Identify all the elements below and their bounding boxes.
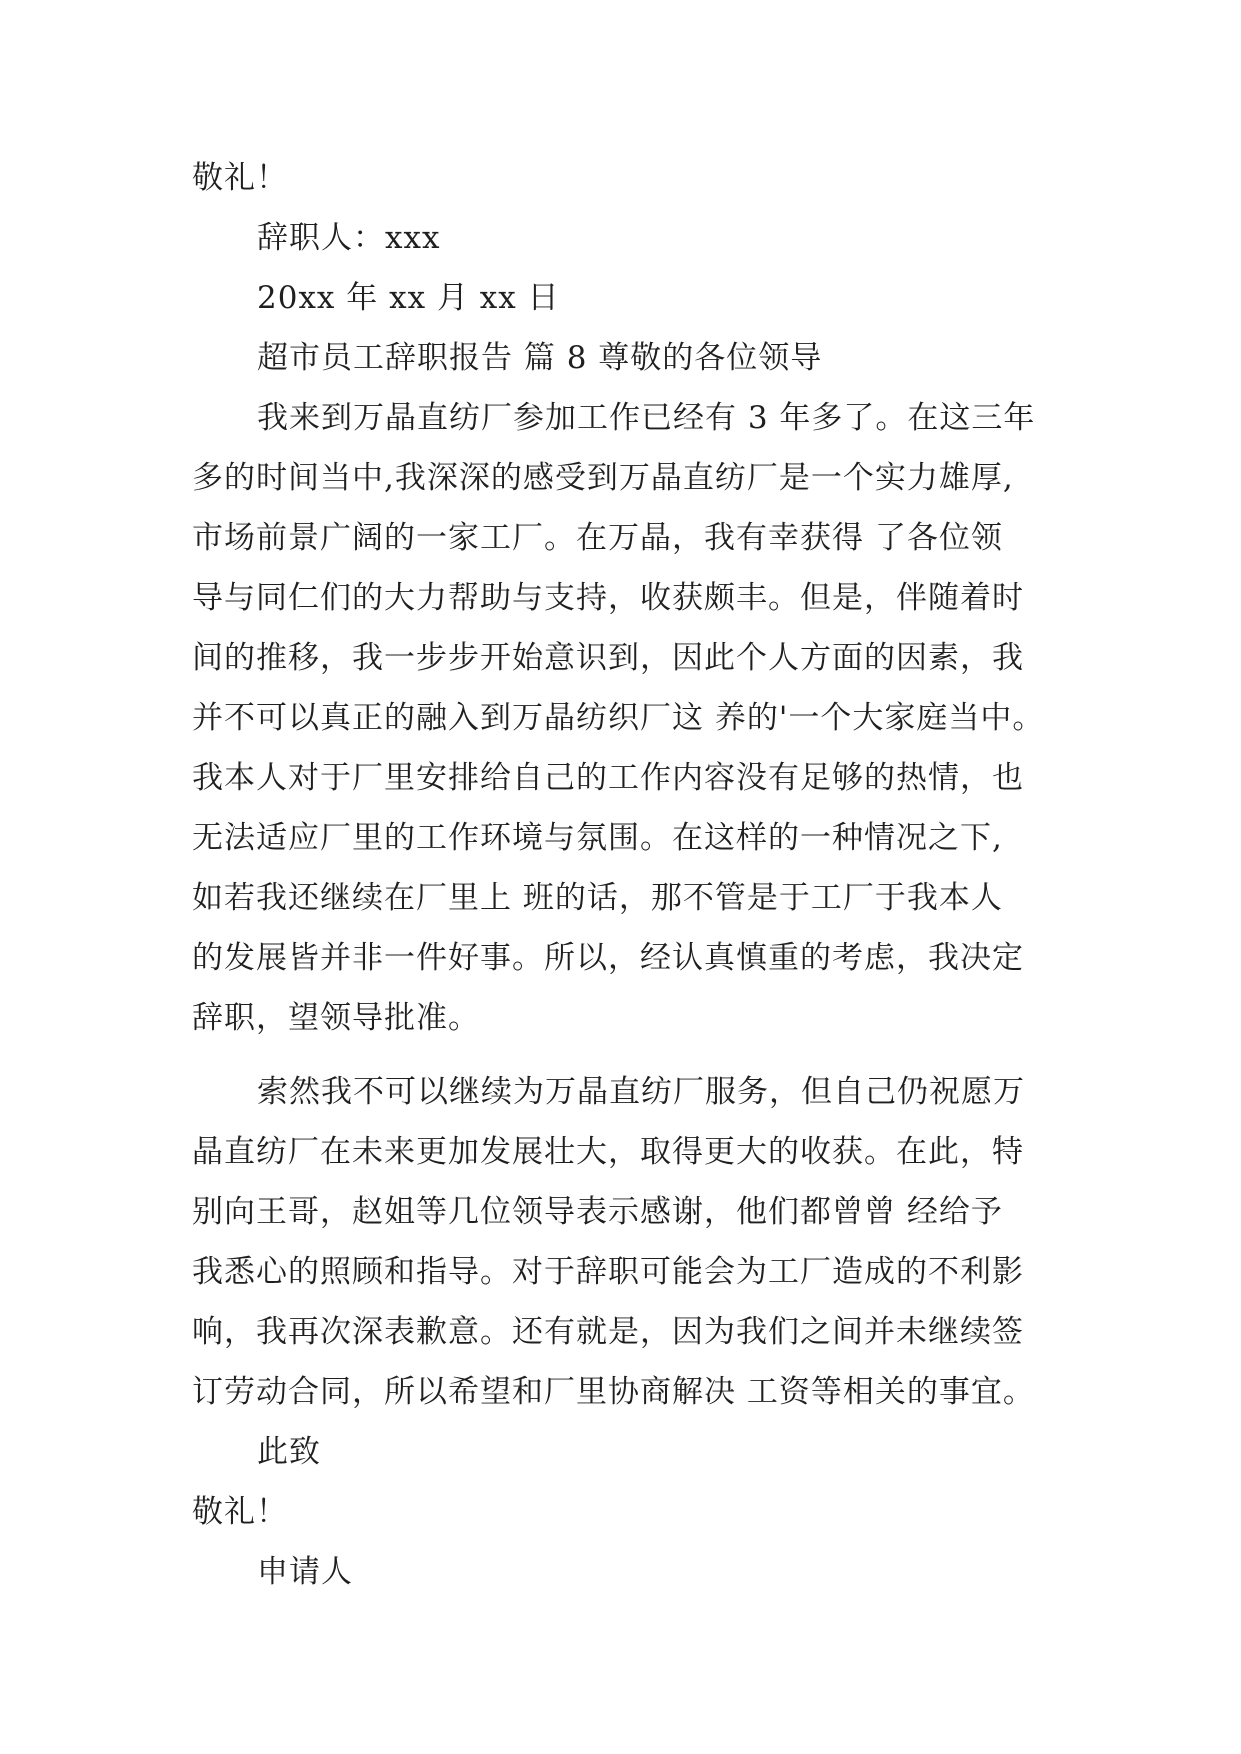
paragraph-line: 间的推移，我一步步开始意识到，因此个人方面的因素，我 bbox=[192, 640, 1024, 676]
paragraph-line: 辞职，望领导批准。 bbox=[192, 1000, 480, 1036]
paragraph-line: 市场前景广阔的一家工厂。在万晶，我有幸获得 了各位领 bbox=[192, 520, 1003, 556]
paragraph-line: 多的时间当中,我深深的感受到万晶直纺厂是一个实力雄厚, bbox=[192, 460, 1014, 496]
paragraph-line: 我悉心的照顾和指导。对于辞职可能会为工厂造成的不利影 bbox=[192, 1254, 1024, 1290]
paragraph-line: 我来到万晶直纺厂参加工作已经有 3 年多了。在这三年 bbox=[257, 400, 1036, 436]
body-paragraph-2 bbox=[192, 1062, 1072, 1422]
applicant-label: 申请人 bbox=[257, 1554, 353, 1590]
resigner-name: 辞职人：xxx bbox=[257, 220, 441, 256]
closing-regards-top: 敬礼！ bbox=[192, 160, 288, 196]
letter-date: 20xx 年 xx 月 xx 日 bbox=[257, 280, 560, 316]
document-body bbox=[192, 148, 1072, 1602]
salutation: 此致 bbox=[257, 1434, 321, 1470]
paragraph-line: 别向王哥，赵姐等几位领导表示感谢，他们都曾曾 经给予 bbox=[192, 1194, 1003, 1230]
paragraph-line: 我本人对于厂里安排给自己的工作内容没有足够的热情，也 bbox=[192, 760, 1024, 796]
body-paragraph-1 bbox=[192, 388, 1072, 1048]
paragraph-line: 索然我不可以继续为万晶直纺厂服务，但自己仍祝愿万 bbox=[257, 1074, 1025, 1110]
paragraph-line: 的发展皆并非一件好事。所以，经认真慎重的考虑，我决定 bbox=[192, 940, 1024, 976]
paragraph-line: 如若我还继续在厂里上 班的话，那不管是于工厂于我本人 bbox=[192, 880, 1003, 916]
paragraph-line: 无法适应厂里的工作环境与氛围。在这样的一种情况之下, bbox=[192, 820, 1003, 856]
closing-regards-bottom: 敬礼！ bbox=[192, 1494, 288, 1530]
paragraph-line: 订劳动合同，所以希望和厂里协商解决 工资等相关的事宜。 bbox=[192, 1374, 1035, 1410]
paragraph-line: 导与同仁们的大力帮助与支持，收获颇丰。但是，伴随着时 bbox=[192, 580, 1024, 616]
paragraph-line: 响，我再次深表歉意。还有就是，因为我们之间并未继续签 bbox=[192, 1314, 1024, 1350]
paragraph-line: 并不可以真正的融入到万晶纺织厂这 养的'一个大家庭当中。 bbox=[192, 700, 1045, 736]
section-heading: 超市员工辞职报告 篇 8 尊敬的各位领导 bbox=[257, 340, 823, 376]
paragraph-line: 晶直纺厂在未来更加发展壮大，取得更大的收获。在此，特 bbox=[192, 1134, 1024, 1170]
